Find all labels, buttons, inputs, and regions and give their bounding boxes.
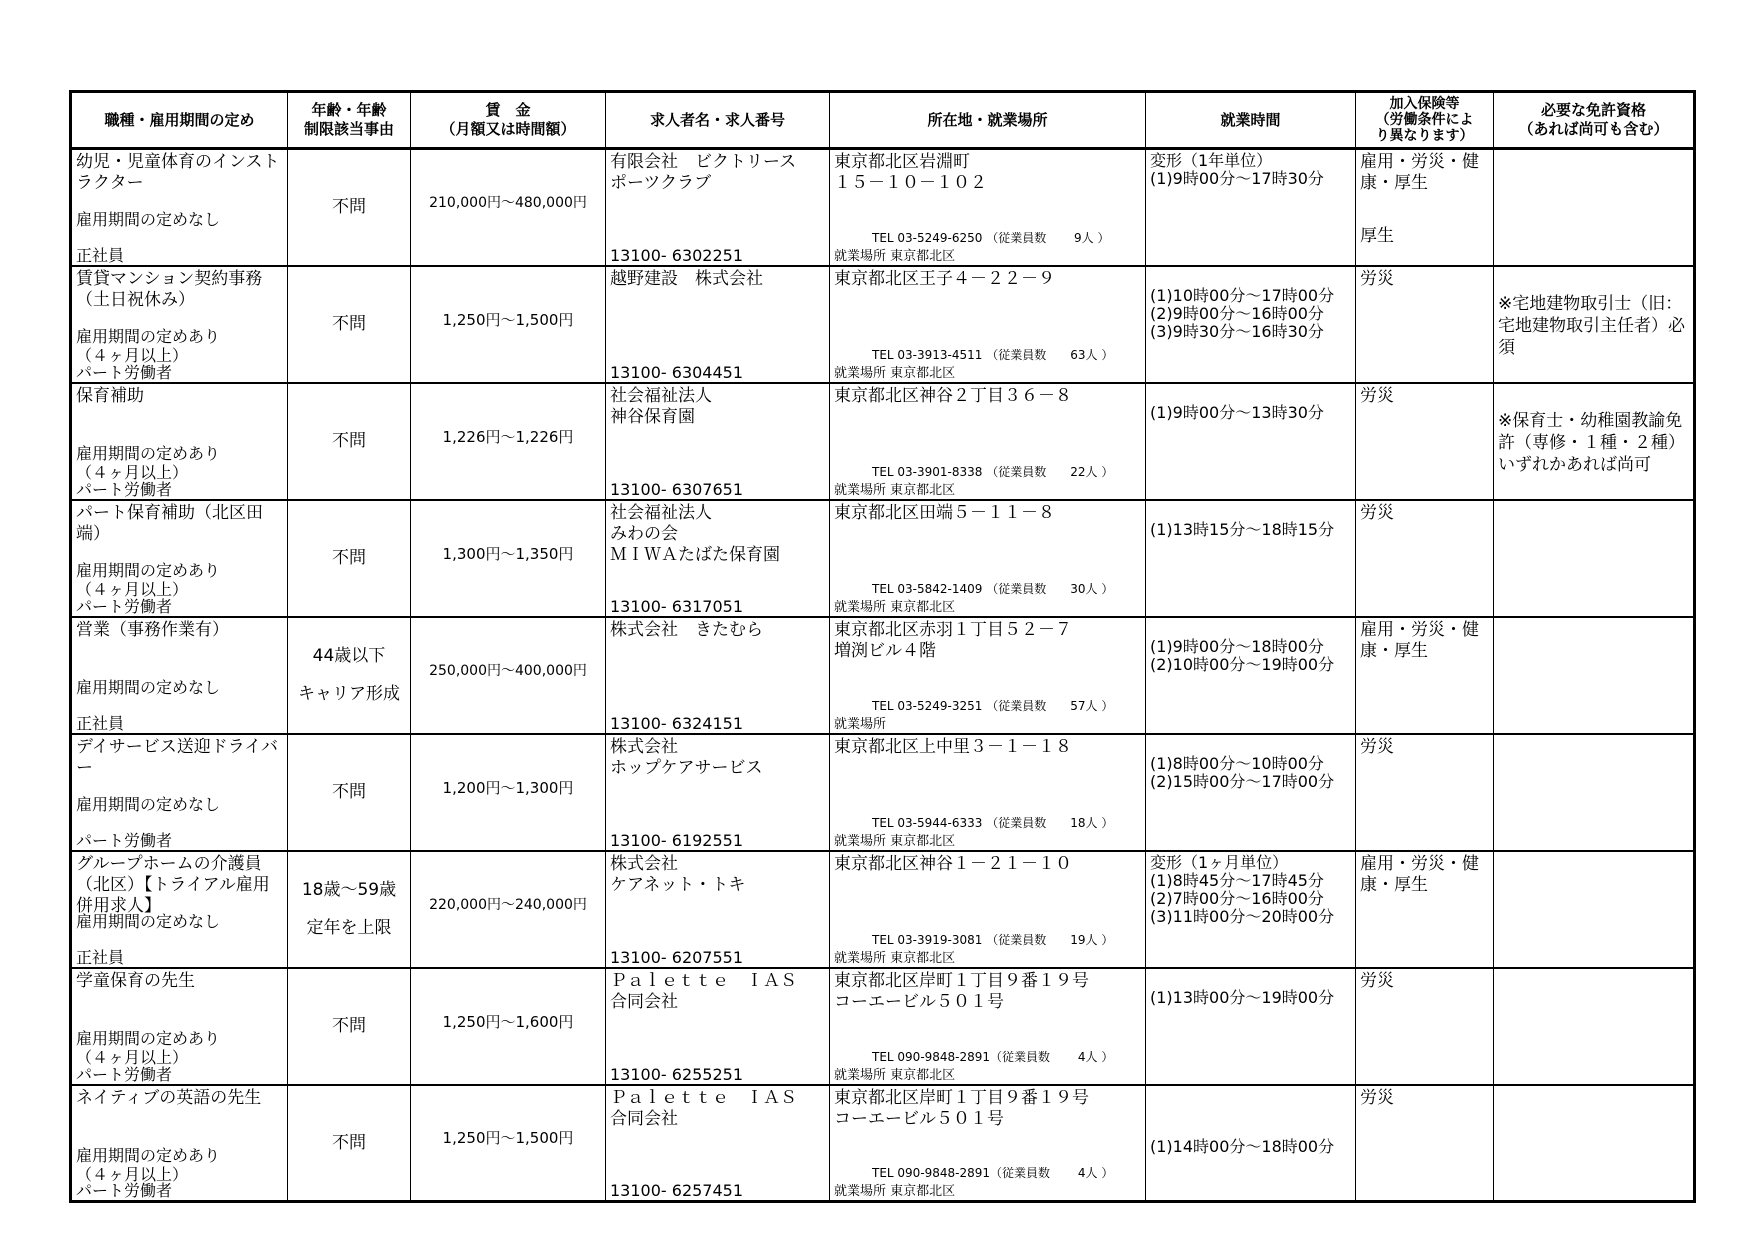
license-cell [1494,968,1695,1085]
age-limit-line: 不問 [332,1016,366,1036]
company-name: 株式会社 ケアネット・トキ [610,853,746,895]
wage-range: 1,200円～1,300円 [442,778,574,797]
tel-employees: TEL 03-5249-3251 （従業員数 57人 ） [872,698,1114,713]
license-requirement: ※宅地建物取引士（旧：宅地建物取引主任者）必須 [1498,293,1685,358]
employment-type: パート労働者 [76,1064,173,1084]
location-cell [830,734,1146,851]
address: 東京都北区上中里３－１－１８ [834,736,1072,757]
wage-cell [411,383,606,500]
wage-range: 210,000円～480,000円 [429,195,587,212]
age-cell [288,1085,411,1202]
header-wage [411,92,606,149]
tel-employees: TEL 03-3913-4511 （従業員数 63人 ） [872,347,1114,362]
insurance-cell [1356,383,1494,500]
job-title: 学童保育の先生 [76,970,195,991]
employment-type: パート労働者 [76,1181,173,1200]
employment-type: パート労働者 [76,362,173,382]
license-requirement: ※保育士・幼稚園教諭免許（専修・１種・２種）いずれかあれば尚可 [1498,410,1685,475]
working-hours: (1)13時15分～18時15分 [1150,519,1335,539]
age-limit [288,384,410,499]
address: 東京都北区赤羽１丁目５２－７ 増渕ビル４階 [834,619,1072,661]
insurance-cell [1356,266,1494,383]
job-cell [71,734,288,851]
table-row [71,851,1695,968]
employment-period: 雇用期間の定めあり （４ヶ月以上） [76,1028,221,1067]
employment-period: 雇用期間の定めあり （４ヶ月以上） [76,326,221,365]
company-cell [606,968,830,1085]
age-limit-line: 定年を上限 [306,918,392,938]
age-limit [288,501,410,616]
location-cell [830,383,1146,500]
employment-type: 正社員 [76,245,125,265]
age-limit-line: キャリア形成 [298,684,400,704]
license-cell [1494,734,1695,851]
age-cell [288,149,411,266]
header-job [71,92,288,149]
address: 東京都北区岸町１丁目９番１９号 コーエービル５０１号 [834,1087,1089,1129]
age-cell [288,851,411,968]
wage-range: 1,250円～1,600円 [442,1012,574,1031]
age-cell [288,734,411,851]
age-cell [288,383,411,500]
age-limit [288,969,410,1084]
header-hours [1146,92,1356,149]
workplace: 就業場所 東京都北区 [834,365,956,381]
job-title: ネイティブの英語の先生 [76,1087,262,1108]
age-limit-line: 不問 [332,314,366,334]
insurance-cell [1356,851,1494,968]
company-cell [606,617,830,734]
job-cell [71,851,288,968]
job-cell [71,617,288,734]
insurance-cell [1356,149,1494,266]
job-cell [71,1085,288,1202]
header-company [606,92,830,149]
insurance: 雇用・労災・健康・厚生 [1360,853,1479,895]
employment-period: 雇用期間の定めなし [76,677,221,697]
age-limit [288,852,410,967]
working-hours: 変形（1年単位） (1)9時00分～17時30分 [1150,151,1324,188]
age-cell [288,617,411,734]
license-cell [1494,383,1695,500]
hours-cell [1146,851,1356,968]
age-limit-line: 不問 [332,431,366,451]
location-cell [830,266,1146,383]
header-company-label: 求人者名・求人番号 [649,110,785,129]
header-wage-label: 賃 金 （月額又は時間額） [440,101,576,138]
workplace: 就業場所 東京都北区 [834,248,956,264]
workplace: 就業場所 [834,716,887,732]
location-cell [830,968,1146,1085]
age-limit [288,735,410,850]
job-cell [71,968,288,1085]
job-title: 賃貸マンション契約事務（土日祝休み） [76,268,263,310]
wage-range: 1,250円～1,500円 [442,310,574,329]
header-job-label: 職種・雇用期間の定め [104,110,255,129]
job-cell [71,149,288,266]
wage-cell [411,149,606,266]
company-name: 社会福祉法人 みわの会 ＭＩＷＡたばた保育園 [610,502,780,565]
company-cell [606,149,830,266]
wage-cell [411,851,606,968]
age-limit-line: 不問 [332,197,366,218]
insurance: 労災 [1360,736,1394,757]
license-cell [1494,149,1695,266]
age-limit [288,618,410,733]
insurance-cell [1356,617,1494,734]
job-title: パート保育補助（北区田端） [76,502,263,544]
insurance: 労災 [1360,385,1394,406]
table-row [71,968,1695,1085]
wage-cell [411,968,606,1085]
location-cell [830,851,1146,968]
workplace: 就業場所 東京都北区 [834,482,956,498]
workplace: 就業場所 東京都北区 [834,1067,956,1083]
company-name: 株式会社 ホップケアサービス [610,736,763,778]
age-limit-line: 44歳以下 [312,646,386,666]
table-row [71,266,1695,383]
employment-type: パート労働者 [76,596,173,616]
age-limit [288,1086,410,1201]
company-name: 越野建設 株式会社 [610,268,763,289]
table-row [71,617,1695,734]
hours-cell [1146,383,1356,500]
job-cell [71,383,288,500]
company-cell [606,851,830,968]
age-limit-line: 18歳～59歳 [301,880,397,900]
age-limit-line: 不問 [332,1132,366,1153]
company-cell [606,266,830,383]
address: 東京都北区王子４－２２－９ [834,268,1055,289]
job-number: 13100- 6255251 [610,1064,744,1084]
job-title: 営業（事務作業有） [76,619,229,640]
tel-employees: TEL 03-3919-3081 （従業員数 19人 ） [872,932,1114,947]
table-row [71,383,1695,500]
insurance-cell [1356,734,1494,851]
header-age [288,92,411,149]
tel-employees: TEL 090-9848-2891（従業員数 4人 ） [872,1049,1114,1064]
location-cell [830,617,1146,734]
employment-type: 正社員 [76,713,125,733]
age-limit [288,150,410,265]
hours-cell [1146,968,1356,1085]
tel-employees: TEL 03-5842-1409 （従業員数 30人 ） [872,581,1114,596]
insurance: 労災 [1360,970,1394,991]
table-row [71,1085,1695,1202]
hours-cell [1146,149,1356,266]
tel-employees: TEL 03-3901-8338 （従業員数 22人 ） [872,464,1114,479]
hours-cell [1146,500,1356,617]
company-cell [606,1085,830,1202]
job-title: 幼児・児童体育のインストラクター [76,152,280,193]
header-age-label: 年齢・年齢 制限該当事由 [303,101,394,138]
employment-period: 雇用期間の定めなし [76,210,221,229]
tel-employees: TEL 090-9848-2891（従業員数 4人 ） [872,1166,1114,1180]
job-number: 13100- 6207551 [610,947,744,967]
company-cell [606,500,830,617]
workplace: 就業場所 東京都北区 [834,599,956,615]
header-license-label: 必要な免許資格 （あれば尚可も含む） [1518,101,1669,138]
header-insurance [1356,92,1494,149]
insurance-cell [1356,1085,1494,1202]
wage-range: 250,000円～400,000円 [429,663,587,679]
employment-type: パート労働者 [76,479,173,499]
insurance: 雇用・労災・健康・厚生 [1360,619,1479,661]
header-location-label: 所在地・就業場所 [927,110,1048,129]
hours-cell [1146,1085,1356,1202]
insurance: 労災 [1360,268,1394,289]
tel-employees: TEL 03-5249-6250 （従業員数 9人 ） [872,230,1110,245]
tel-employees: TEL 03-5944-6333 （従業員数 18人 ） [872,815,1114,830]
address: 東京都北区岸町１丁目９番１９号 コーエービル５０１号 [834,970,1089,1012]
working-hours: (1)13時00分～19時00分 [1150,987,1335,1007]
wage-range: 1,300円～1,350円 [442,544,574,563]
license-cell [1494,266,1695,383]
license-cell [1494,500,1695,617]
company-cell [606,734,830,851]
address: 東京都北区神谷１－２１－１０ [834,853,1072,874]
employment-period: 雇用期間の定めなし [76,794,221,814]
license-cell [1494,1085,1695,1202]
company-name: Ｐａｌｅｔｔｅ ＩＡＳ 合同会社 [610,1087,797,1129]
wage-cell [411,500,606,617]
job-number: 13100- 6302251 [610,245,744,265]
job-cell [71,500,288,617]
workplace: 就業場所 東京都北区 [834,833,956,849]
header-row [71,92,1695,149]
workplace: 就業場所 東京都北区 [834,950,956,966]
insurance-cell [1356,500,1494,617]
age-cell [288,500,411,617]
company-cell [606,383,830,500]
address: 東京都北区田端５－１１－８ [834,502,1055,523]
license-cell [1494,617,1695,734]
address: 東京都北区神谷２丁目３６－８ [834,385,1072,406]
wage-cell [411,617,606,734]
company-name: 有限会社 ビクトリース ポーツクラブ [610,152,797,193]
insurance: 雇用・労災・健康・厚生 [1360,152,1479,193]
hours-cell [1146,266,1356,383]
job-number: 13100- 6304451 [610,362,744,382]
wage-cell [411,266,606,383]
job-cell [71,266,288,383]
employment-period: 雇用期間の定めあり （４ヶ月以上） [76,560,221,599]
working-hours: (1)9時00分～18時00分 (2)10時00分～19時00分 [1150,636,1335,674]
job-listing-table [69,90,1696,1203]
working-hours: (1)14時00分～18時00分 [1150,1136,1335,1156]
location-cell [830,149,1146,266]
license-cell [1494,851,1695,968]
table-row [71,734,1695,851]
wage-range: 1,226円～1,226円 [442,427,574,446]
working-hours: (1)9時00分～13時30分 [1150,402,1324,422]
location-cell [830,1085,1146,1202]
employment-period: 雇用期間の定めあり （４ヶ月以上） [76,1145,221,1184]
age-limit-line: 不問 [332,782,366,802]
company-name: 社会福祉法人 神谷保育園 [610,385,712,427]
table-row [71,500,1695,617]
employment-period: 雇用期間の定めなし [76,911,221,931]
job-title: デイサービス送迎ドライバー [76,736,278,778]
job-number: 13100- 6257451 [610,1181,744,1200]
hours-cell [1146,617,1356,734]
address: 東京都北区岩淵町 １５－１０－１０２ [834,152,987,193]
wage-range: 1,250円～1,500円 [442,1129,574,1148]
workplace: 就業場所 東京都北区 [834,1184,956,1199]
age-cell [288,266,411,383]
job-number: 13100- 6307651 [610,479,744,499]
job-title: 保育補助 [76,385,144,406]
working-hours: (1)10時00分～17時00分 (2)9時00分～16時00分 (3)9時30分～16時30分 [1150,285,1335,341]
employment-type: 正社員 [76,947,125,967]
header-hours-label: 就業時間 [1220,110,1281,129]
header-insurance-label: 加入保険等 （労働条件によ り異なります） [1375,96,1474,144]
employment-type: パート労働者 [76,830,173,850]
insurance: 労災 [1360,502,1394,523]
table-row [71,149,1695,266]
wage-cell [411,1085,606,1202]
employment-period: 雇用期間の定めあり （４ヶ月以上） [76,443,221,482]
header-license [1494,92,1695,149]
insurance: 労災 [1360,1087,1394,1108]
age-limit [288,267,410,382]
company-name: 株式会社 きたむら [610,619,763,640]
company-name: Ｐａｌｅｔｔｅ ＩＡＳ 合同会社 [610,970,797,1012]
job-number: 13100- 6192551 [610,830,744,850]
wage-range: 220,000円～240,000円 [429,897,587,913]
insurance-cell [1356,968,1494,1085]
hours-cell [1146,734,1356,851]
working-hours: 変形（1ヶ月単位） (1)8時45分～17時45分 (2)7時00分～16時00分 (3)11時00分～20時00分 [1150,852,1335,926]
location-cell [830,500,1146,617]
age-limit-line: 不問 [332,548,366,568]
age-cell [288,968,411,1085]
job-number: 13100- 6317051 [610,596,744,616]
working-hours: (1)8時00分～10時00分 (2)15時00分～17時00分 [1150,753,1335,791]
job-number: 13100- 6324151 [610,713,744,733]
wage-cell [411,734,606,851]
insurance-extra: 厚生 [1360,225,1394,246]
header-location [830,92,1146,149]
job-title: グループホームの介護員（北区）【トライアル雇用併用求人】 [76,853,270,916]
